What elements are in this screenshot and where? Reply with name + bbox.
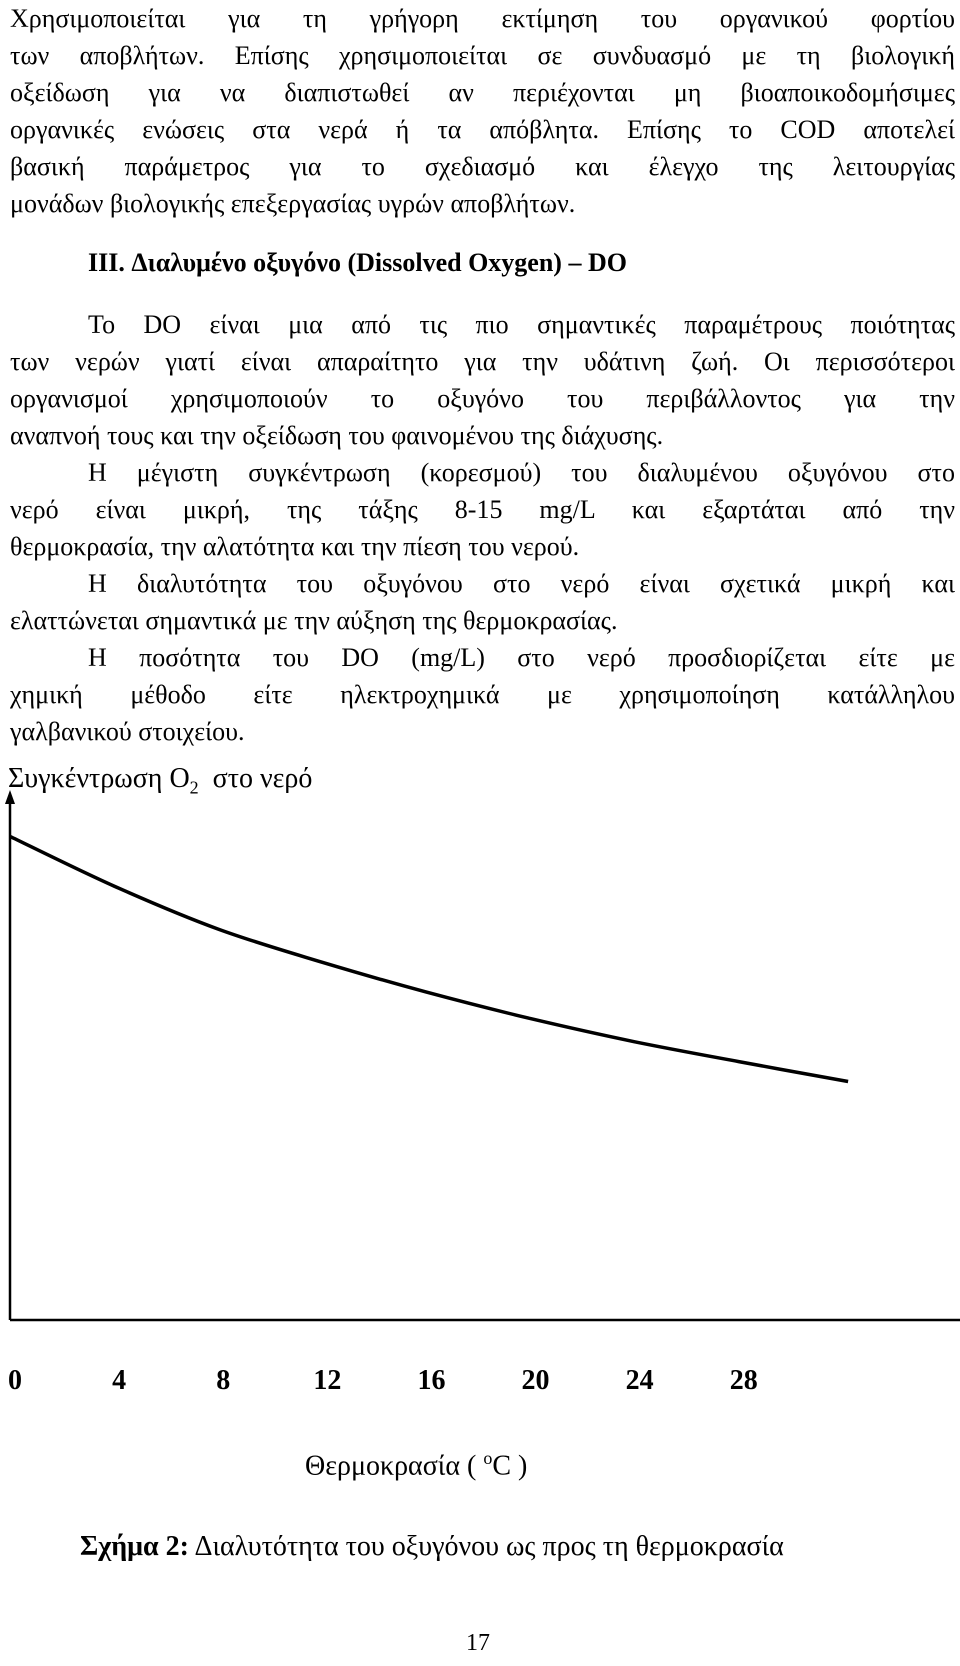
chart-x-tick-label: 20 — [521, 1365, 550, 1396]
chart-x-tick-label: 0 — [8, 1365, 22, 1396]
chart-x-tick-label: 28 — [729, 1365, 758, 1396]
solubility-chart — [0, 790, 960, 1350]
chart-series-line — [10, 836, 848, 1081]
text-line: Το DO είναι μια από τις πιο σημαντικές παραμέτρους ποιότητας — [88, 310, 955, 339]
chart-y-axis-arrow — [5, 790, 15, 804]
text-line: βασική παράμετρος για το σχεδιασμό και έλεγχο της λειτουργίας — [10, 152, 955, 181]
text-line: αναπνοή τους και την οξείδωση του φαινομένου της διάχυσης. — [10, 421, 664, 450]
text-line: των νερών γιατί είναι απαραίτητο για την υδάτινη ζωή. Οι περισσότεροι — [10, 347, 955, 376]
section-heading: III. Διαλυμένο οξυγόνο (Dissolved Oxygen) – DO — [88, 248, 627, 277]
chart-x-axis-label: Θερμοκρασία ( $^o$C ) — [305, 1448, 528, 1482]
page-number: 17 — [466, 1630, 490, 1656]
chart-y-axis-label: Συγκέντρωση $O_2$ στο νερό — [8, 763, 313, 798]
figure-caption — [80, 1531, 784, 1563]
figure-caption-text: Διαλυτότητα του οξυγόνου ως προς τη θερμοκρασία — [194, 1531, 784, 1562]
text-line: θερμοκρασία, την αλατότητα και την πίεση του νερού. — [10, 532, 580, 561]
text-line: οξείδωση για να διαπιστωθεί αν περιέχονται μη βιοαποικοδομήσιμες — [10, 78, 955, 107]
paragraph-cod — [10, 0, 955, 222]
text-line: χημική μέθοδο είτε ηλεκτροχημικά με χρησιμοποίηση κατάλληλου — [10, 680, 955, 709]
text-line: Η μέγιστη συγκέντρωση (κορεσμού) του διαλυμένου οξυγόνου στο — [88, 458, 955, 487]
text-line: Η διαλυτότητα του οξυγόνου στο νερό είναι σχετικά μικρή και — [88, 569, 955, 598]
text-line: Η ποσότητα του DO (mg/L) στο νερό προσδιορίζεται είτε με — [88, 643, 955, 672]
paragraph-do-intro — [10, 306, 955, 750]
text-line: μονάδων βιολογικής επεξεργασίας υγρών αποβλήτων. — [10, 189, 576, 218]
text-line: νερό είναι μικρή, της τάξης 8-15 mg/L και εξαρτάται από την — [10, 495, 955, 524]
chart-x-tick-label: 16 — [417, 1365, 446, 1396]
text-line: οργανισμοί χρησιμοποιούν το οξυγόνο του περιβάλλοντος για την — [10, 384, 955, 413]
figure-caption-label: Σχήμα 2: — [80, 1531, 189, 1562]
chart-x-tick-label: 4 — [112, 1365, 127, 1396]
text-line: ελαττώνεται σημαντικά με την αύξηση της θερμοκρασίας. — [10, 606, 618, 635]
chart-x-tick-label: 12 — [313, 1365, 342, 1396]
chart-x-tick-label: 24 — [625, 1365, 654, 1396]
text-line: οργανικές ενώσεις στα νερά ή τα απόβλητα. Επίσης το COD αποτελεί — [10, 115, 955, 144]
text-line: των αποβλήτων. Επίσης χρησιμοποιείται σε συνδυασμό με τη βιολογική — [10, 41, 955, 70]
chart-x-tick-label: 8 — [216, 1365, 231, 1396]
text-line: γαλβανικού στοιχείου. — [10, 717, 245, 746]
text-line: Χρησιμοποιείται για τη γρήγορη εκτίμηση του οργανικού φορτίου — [10, 4, 955, 33]
